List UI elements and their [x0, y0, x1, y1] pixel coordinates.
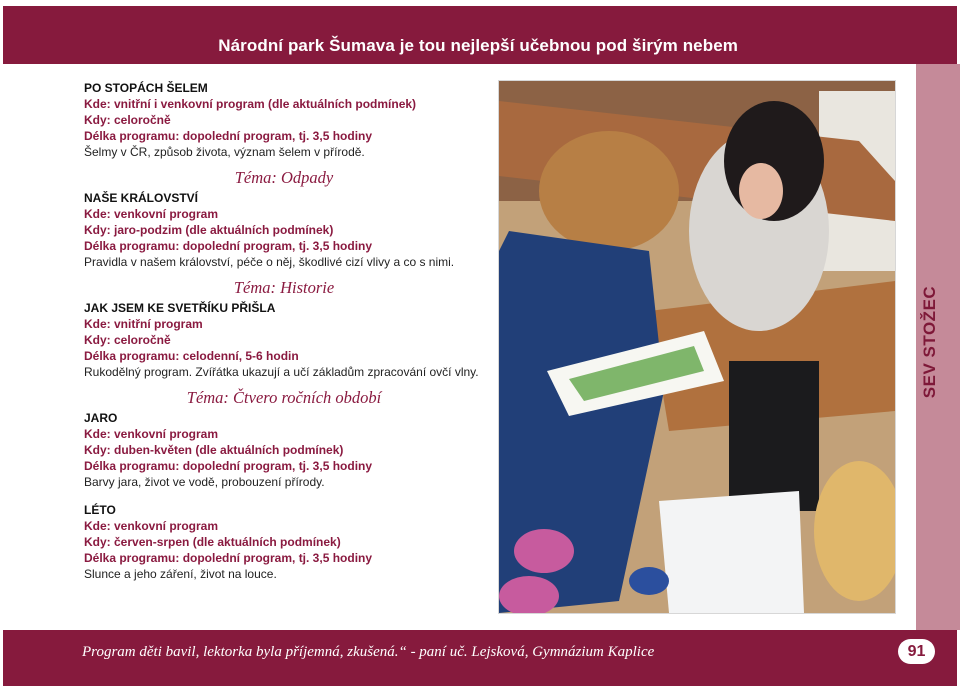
program-location: Kde: vnitřní program	[84, 317, 203, 331]
program-season: Kdy: jaro-podzim (dle aktuálních podmínek)	[84, 223, 334, 237]
program-block	[84, 502, 484, 582]
program-duration: Délka programu: dopolední program, tj. 3,5 hodiny	[84, 239, 373, 253]
girl-face	[739, 163, 783, 219]
program-description: Barvy jara, život ve vodě, probouzení přírody.	[84, 475, 325, 489]
program-block	[84, 300, 484, 380]
program-description: Slunce a jeho záření, život na louce.	[84, 567, 277, 581]
program-duration: Délka programu: dopolední program, tj. 3,5 hodiny	[84, 551, 373, 565]
program-list	[84, 80, 484, 582]
program-title: LÉTO	[84, 503, 116, 517]
program-season: Kdy: celoročně	[84, 113, 171, 127]
program-block	[84, 410, 484, 490]
program-title: PO STOPÁCH ŠELEM	[84, 81, 208, 95]
page-number: 91	[898, 639, 935, 664]
program-duration: Délka programu: celodenní, 5-6 hodin	[84, 349, 299, 363]
program-title: JARO	[84, 411, 118, 425]
spacer	[84, 490, 484, 502]
topic-heading: Téma: Historie	[233, 278, 335, 297]
topic-heading: Téma: Odpady	[234, 168, 334, 187]
photo-illustration	[499, 81, 895, 613]
program-duration: Délka programu: dopolední program, tj. 3,5 hodiny	[84, 459, 373, 473]
program-season: Kdy: celoročně	[84, 333, 171, 347]
topic-heading: Téma: Čtvero ročních období	[186, 388, 382, 407]
program-title: JAK JSEM KE SVETŘÍKU PŘIŠLA	[84, 301, 276, 315]
program-season: Kdy: duben-květen (dle aktuálních podmínek)	[84, 443, 344, 457]
page-header-title: Národní park Šumava je tou nejlepší učebnou pod širým nebem	[218, 36, 738, 55]
program-description: Rukodělný program. Zvířátka ukazují a učí základům zpracování ovčí vlny.	[84, 365, 479, 379]
program-location: Kde: venkovní program	[84, 519, 219, 533]
program-location: Kde: vnitřní i venkovní program (dle aktuálních podmínek)	[84, 97, 417, 111]
pink-shoe	[514, 529, 574, 573]
girl-trousers	[729, 361, 819, 511]
program-photo	[498, 80, 896, 614]
program-duration: Délka programu: dopolední program, tj. 3,5 hodiny	[84, 129, 373, 143]
footer-quote: Program děti bavil, lektorka byla příjemná, zkušená.“ - paní uč. Lejsková, Gymnázium Kaplice	[82, 644, 655, 660]
side-tab-label: SEV STOŽEC	[920, 285, 939, 399]
program-season: Kdy: červen-srpen (dle aktuálních podmínek)	[84, 535, 341, 549]
program-description: Šelmy v ČR, způsob života, význam šelem v přírodě.	[84, 145, 365, 159]
worksheet	[659, 491, 804, 613]
program-block	[84, 190, 484, 270]
blue-shoe	[629, 567, 669, 595]
program-block	[84, 80, 484, 160]
program-location: Kde: venkovní program	[84, 207, 219, 221]
program-description: Pravidla v našem království, péče o něj, škodlivé cizí vlivy a co s nimi.	[84, 255, 455, 269]
program-title: NAŠE KRÁLOVSTVÍ	[84, 191, 199, 205]
program-location: Kde: venkovní program	[84, 427, 219, 441]
girl-hair	[539, 131, 679, 251]
